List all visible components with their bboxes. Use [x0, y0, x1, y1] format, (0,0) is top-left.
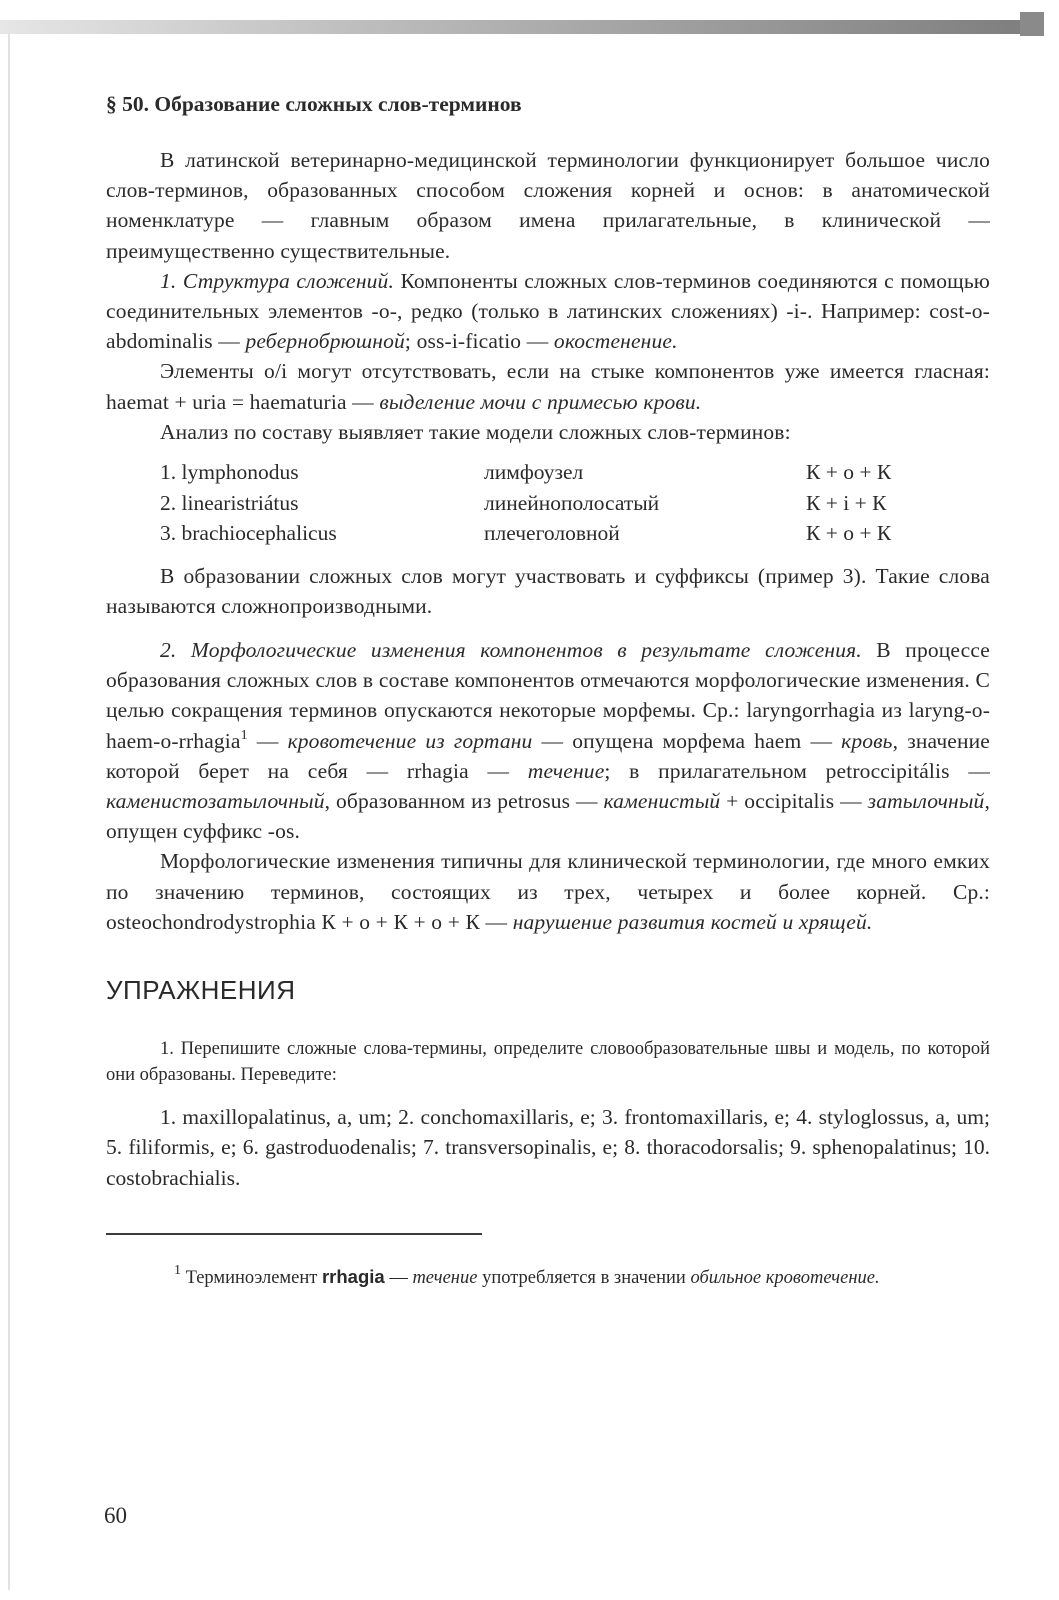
model-translation: лимфоузел	[484, 460, 584, 485]
scan-corner-mark	[1020, 12, 1044, 36]
morphology-label: 2. Морфологические изменения компонентов в результате сложения.	[160, 637, 862, 662]
footnote-marker: 1	[174, 1263, 181, 1279]
model-term: 1. lymphonodus	[160, 460, 299, 485]
structure-paragraph: 1. Структура сложений. Компоненты сложных слов-терминов соединяются с помощью соединительных элементов -o-, редко (только в латинских сложениях) -i-. Например: cost-o-abdominalis — ребернобрюшной; oss-i-ficatio — окостенение.	[106, 268, 990, 354]
exercises-title: УПРАЖНЕНИЯ	[106, 974, 296, 1005]
models-table	[160, 457, 891, 549]
footnote: $^1$ Терминоэлемент rrhagia — течение употребляется в значении обильное кровотечение.	[174, 1263, 880, 1289]
model-formula: К + o + К	[806, 521, 892, 546]
table-row	[160, 488, 891, 519]
model-translation: линейнополосатый	[484, 490, 660, 515]
exercise-instruction: 1. Перепишите сложные слова-термины, определите словообразовательные швы и модель, по которой они образованы. Переведите:	[106, 1038, 990, 1085]
model-term: 3. brachiocephalicus	[160, 521, 337, 546]
page-number: 60	[104, 1503, 127, 1528]
page-content	[106, 92, 990, 1292]
exercise-items: 1. maxillopalatinus, a, um; 2. conchomaxillaris, e; 3. frontomaxillaris, e; 4. styloglossus, a, um; 5. filiformis, e; 6. gastroduodenalis; 7. transversopinalis, e; 8. thoracodorsalis; 9. sphenopalatinus; 10. costobrachialis.	[106, 1104, 990, 1190]
vowel-paragraph: Элементы o/i могут отсутствовать, если на стыке компонентов уже имеется гласная: haemat + uria = haematuria — выделение мочи с примесью крови.	[106, 359, 990, 414]
intro-paragraph: В латинской ветеринарно-медицинской терминологии функционирует большое число слов-терминов, образованных способом сложения корней и основ: в анатомической номенклатуре — главным образом имена прилагательные, в клинической — преимущественно существительные.	[106, 148, 990, 263]
model-formula: К + i + К	[806, 490, 887, 515]
structure-label: 1. Структура сложений.	[160, 268, 394, 293]
suffix-paragraph: В образовании сложных слов могут участвовать и суффиксы (пример 3). Такие слова называются сложнопроизводными.	[106, 563, 990, 618]
model-translation: плечеголовной	[484, 521, 620, 546]
analysis-paragraph: Анализ по составу выявляет такие модели сложных слов-терминов:	[160, 419, 791, 444]
model-formula: К + o + К	[806, 460, 892, 485]
table-row	[160, 457, 891, 488]
model-term: 2. linearistriátus	[160, 490, 299, 515]
footnote-ref: 1	[240, 727, 248, 743]
morphology-paragraph: 2. Морфологические изменения компонентов в результате сложения. В процессе образования сложных слов в составе компонентов отмечаются морфологические изменения. С целью сокращения терминов опускаются некоторые морфемы. Ср.: laryngorrhagia из laryng-o-haem-o-rrhagia$^1$ — кровотечение из гортани — опущена морфема haem — кровь, значение которой берет на себя — rrhagia — течение; в прилагательном petroccipitális — каменистозатылочный, образованном из petrosus — каменистый + occipitalis — затылочный, опущен суффикс -os.	[106, 637, 991, 844]
scan-top-edge	[0, 20, 1044, 34]
clinical-paragraph: Морфологические изменения типичны для клинической терминологии, где много емких по значению терминов, состоящих из трех, четырех и более корней. Ср.: osteochondrodystrophia К + o + К + o + К — нарушение развития костей и хрящей.	[106, 849, 990, 934]
footnote-divider	[106, 1233, 482, 1235]
scan-left-edge	[8, 30, 10, 1590]
table-row	[160, 518, 891, 549]
section-heading: § 50. Образование сложных слов-терминов	[106, 92, 522, 116]
